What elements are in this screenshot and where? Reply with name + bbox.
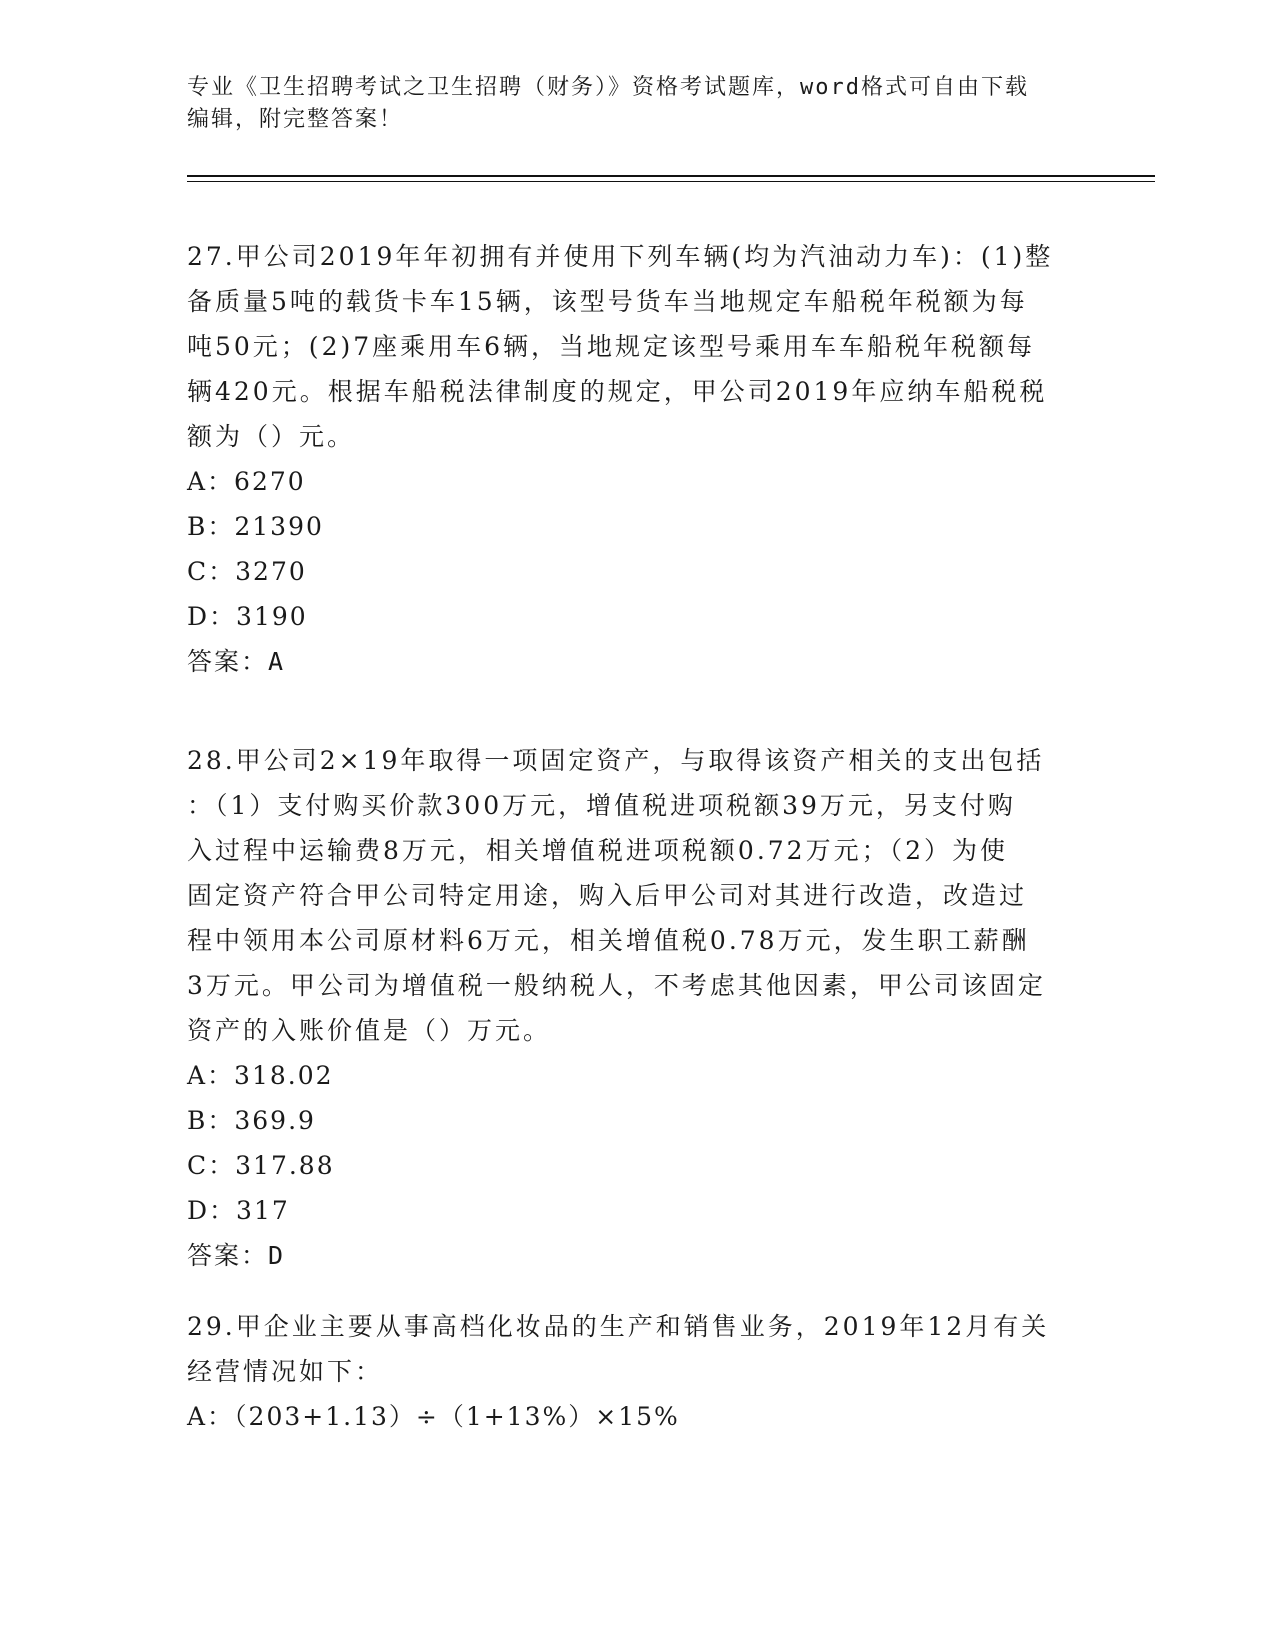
option-b: B：369.9	[187, 1106, 316, 1135]
option-d: D：3190	[187, 602, 308, 631]
option-c: C：317.88	[187, 1151, 335, 1180]
document-header	[187, 72, 1087, 136]
option-c: C：3270	[187, 557, 307, 586]
header-divider-thin	[187, 181, 1155, 182]
header-line-2: 编辑，附完整答案！	[187, 107, 404, 132]
option-b: B：21390	[187, 512, 324, 541]
question-27	[187, 234, 1087, 684]
question-text-line: 28.甲公司2×19年取得一项固定资产，与取得该资产相关的支出包括	[187, 746, 1045, 775]
question-text-line: 程中领用本公司原材料6万元，相关增值税0.78万元，发生职工薪酬	[187, 926, 1030, 955]
question-28	[187, 738, 1087, 1278]
option-a: A：6270	[187, 467, 306, 496]
question-text-line: 29.甲企业主要从事高档化妆品的生产和销售业务，2019年12月有关	[187, 1312, 1050, 1341]
question-text-line: 吨50元；(2)7座乘用车6辆，当地规定该型号乘用车车船税年税额每	[187, 332, 1036, 361]
header-line-1: 专业《卫生招聘考试之卫生招聘（财务）》资格考试题库，word格式可自由下载	[187, 75, 1029, 100]
question-text-line: 资产的入账价值是（）万元。	[187, 1016, 552, 1045]
answer-label: 答案：A	[187, 647, 286, 676]
question-text-line: ：（1）支付购买价款300万元，增值税进项税额39万元，另支付购	[187, 791, 1016, 820]
question-text-line: 固定资产符合甲公司特定用途，购入后甲公司对其进行改造，改造过	[187, 881, 1028, 910]
answer-label: 答案：D	[187, 1241, 286, 1270]
option-a: A：318.02	[187, 1061, 334, 1090]
question-text-line: 经营情况如下：	[187, 1357, 384, 1386]
question-text-line: 额为（）元。	[187, 422, 356, 451]
option-a: A：（203+1.13）÷（1+13%）×15%	[187, 1402, 680, 1431]
question-text-line: 27.甲公司2019年年初拥有并使用下列车辆(均为汽油动力车)：(1)整	[187, 242, 1054, 271]
question-29	[187, 1304, 1087, 1439]
question-text-line: 辆420元。根据车船税法律制度的规定，甲公司2019年应纳车船税税	[187, 377, 1048, 406]
question-text-line: 3万元。甲公司为增值税一般纳税人，不考虑其他因素，甲公司该固定	[187, 971, 1046, 1000]
header-divider-thick	[187, 175, 1155, 177]
question-text-line: 备质量5吨的载货卡车15辆，该型号货车当地规定车船税年税额为每	[187, 287, 1028, 316]
question-text-line: 入过程中运输费8万元，相关增值税进项税额0.72万元；（2）为使	[187, 836, 1008, 865]
option-d: D：317	[187, 1196, 290, 1225]
